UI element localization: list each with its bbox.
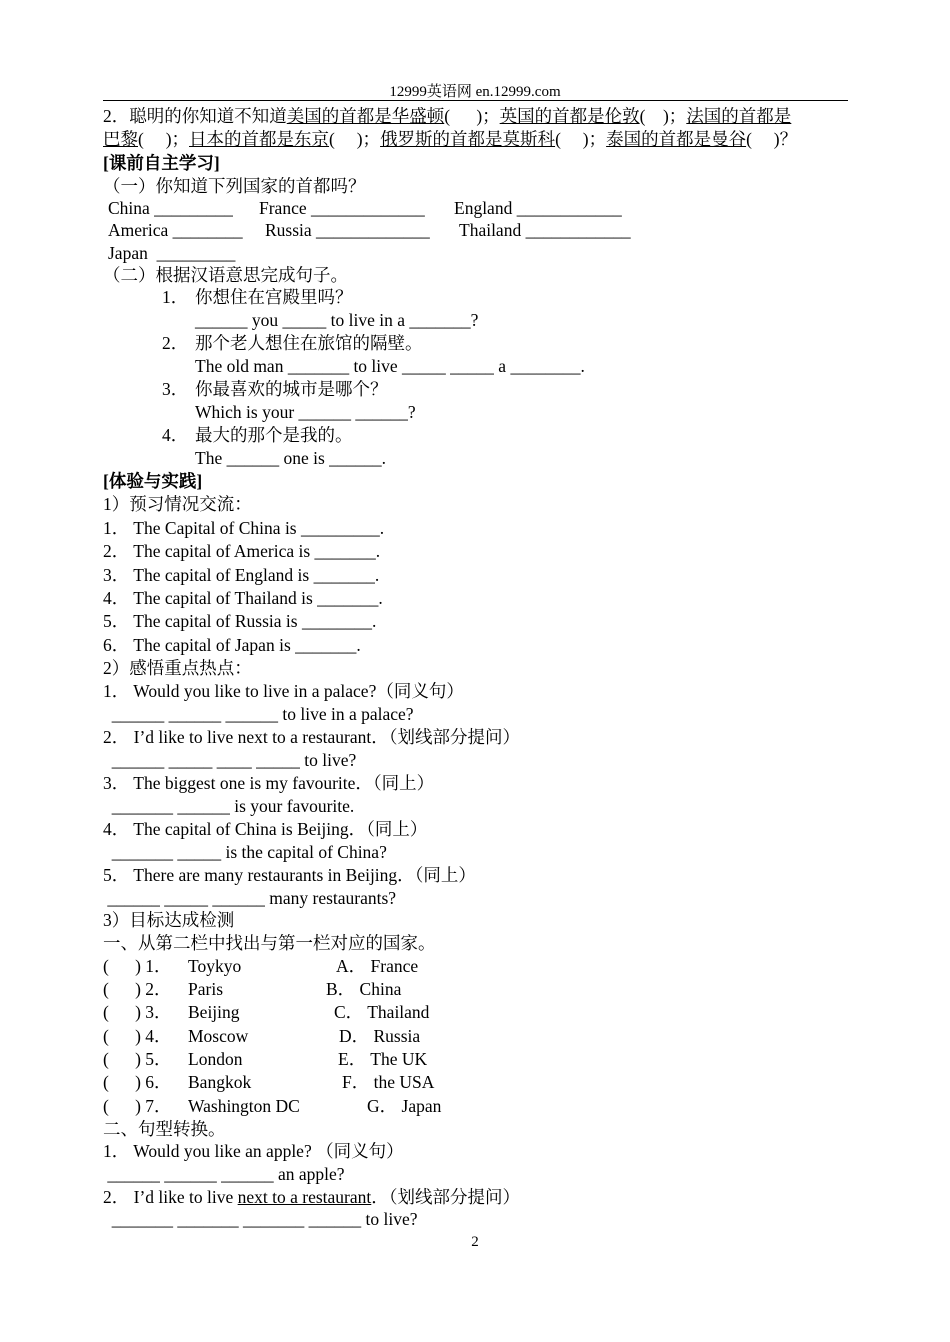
transform-question-1: 1． Would you like an apple? （同义句） — [103, 1141, 404, 1161]
transform-q2-note: ．（划线部分提问） — [371, 1187, 521, 1207]
p2-title: 2）感悟重点热点： — [103, 658, 252, 678]
match-option: G． Japan — [367, 1096, 442, 1116]
translation-num: 1． — [162, 287, 189, 307]
capital-russia: Russia _____________ — [265, 220, 430, 240]
translation-cn: 那个老人想住在旅馆的隔壁。 — [195, 333, 423, 353]
translation-en: Which is your ______ ______? — [195, 402, 416, 422]
match-city: Paris — [188, 979, 223, 999]
capital-england: England ____________ — [454, 198, 622, 218]
intro-text: ( )； — [444, 106, 500, 126]
part1-title: （一）你知道下列国家的首都吗？ — [103, 176, 366, 196]
intro-text: 2．聪明的你知道不知道 — [103, 106, 287, 126]
capital-france: France _____________ — [259, 198, 425, 218]
match-title: 一、从第二栏中找出与第一栏对应的国家。 — [103, 933, 436, 953]
match-blank: ( ) 5． — [103, 1049, 172, 1069]
keypoint-question: 1． Would you like to live in a palace?（同义句） — [103, 681, 464, 701]
underlined-capital-fact: 美国的首都是华盛顿 — [286, 106, 445, 126]
keypoint-answer: ______ ______ ______ to live in a palace? — [103, 704, 414, 724]
preview-item: 2． The capital of America is _______. — [103, 541, 381, 561]
translation-num: 3． — [162, 379, 189, 399]
match-option: B． China — [326, 979, 402, 999]
match-blank: ( ) 1． — [103, 956, 172, 976]
intro-text: ( )？ — [746, 129, 798, 149]
capital-japan: Japan _________ — [108, 243, 236, 263]
keypoint-answer: _______ _____ is the capital of China? — [103, 842, 387, 862]
transform-q2-text: 2． I’d like to live — [103, 1187, 238, 1207]
keypoint-answer: ______ _____ ____ _____ to live? — [103, 750, 357, 770]
match-city: Toykyo — [188, 956, 242, 976]
match-blank: ( ) 2． — [103, 979, 172, 999]
match-city: Bangkok — [188, 1072, 252, 1092]
translation-en: ______ you _____ to live in a _______? — [195, 310, 479, 330]
match-option: E． The UK — [338, 1049, 428, 1069]
intro-text: ( )； — [555, 129, 607, 149]
underlined-capital-fact: 巴黎 — [103, 129, 138, 149]
underlined-capital-fact: 日本的首都是东京 — [189, 129, 330, 149]
p1-title: 1）预习情况交流： — [103, 494, 252, 514]
keypoint-answer: ______ _____ ______ many restaurants? — [103, 888, 397, 908]
transform-question-2 — [103, 1186, 520, 1208]
header-rule — [103, 100, 848, 101]
underlined-capital-fact: 俄罗斯的首都是莫斯科 — [380, 129, 556, 149]
translation-cn: 你最喜欢的城市是哪个？ — [195, 379, 388, 399]
page-number: 2 — [471, 1234, 479, 1250]
match-blank: ( ) 3． — [103, 1002, 172, 1022]
match-city: Beijing — [188, 1002, 240, 1022]
preview-item: 5． The capital of Russia is ________. — [103, 611, 377, 631]
intro-text: ( )； — [138, 129, 190, 149]
match-city: Washington DC — [188, 1096, 300, 1116]
keypoint-answer: _______ ______ is your favourite. — [103, 796, 355, 816]
capital-thailand: Thailand ____________ — [459, 220, 631, 240]
translation-num: 2． — [162, 333, 189, 353]
translation-cn: 你想住在宫殿里吗？ — [195, 287, 353, 307]
intro-text: ( )； — [329, 129, 381, 149]
intro-text: ( )； — [639, 106, 687, 126]
match-option: C． Thailand — [334, 1002, 430, 1022]
part2-title: （二）根据汉语意思完成句子。 — [103, 265, 348, 285]
intro-line-2 — [103, 128, 797, 150]
capital-china: China _________ — [108, 198, 233, 218]
capital-america: America ________ — [108, 220, 243, 240]
match-option: A． France — [336, 956, 419, 976]
transform-answer-2: _______ _______ _______ ______ to live? — [103, 1209, 418, 1229]
page-header: 12999英语网 en.12999.com — [389, 84, 561, 100]
keypoint-question: 2． I’d like to live next to a restaurant．（划线部分提问） — [103, 727, 520, 747]
translation-num: 4． — [162, 425, 189, 445]
preview-item: 6． The capital of Japan is _______. — [103, 635, 361, 655]
transform-q2-underlined: next to a restaurant — [237, 1187, 372, 1207]
transform-answer-1: ______ ______ ______ an apple? — [103, 1164, 345, 1184]
intro-line-1 — [103, 105, 791, 127]
match-city: Moscow — [188, 1026, 249, 1046]
underlined-capital-fact: 英国的首都是伦敦 — [499, 106, 640, 126]
p3-title: 3）目标达成检测 — [103, 910, 235, 930]
keypoint-question: 4． The capital of China is Beijing．（同上） — [103, 819, 428, 839]
match-blank: ( ) 7． — [103, 1096, 172, 1116]
transform-title: 二、句型转换。 — [103, 1119, 226, 1139]
section-heading-preclass: [课前自主学习] — [103, 153, 220, 173]
keypoint-question: 3． The biggest one is my favourite．（同上） — [103, 773, 435, 793]
preview-item: 1． The Capital of China is _________. — [103, 518, 385, 538]
preview-item: 3． The capital of England is _______. — [103, 565, 380, 585]
match-blank: ( ) 4． — [103, 1026, 172, 1046]
translation-en: The ______ one is ______. — [195, 448, 387, 468]
match-option: F． the USA — [342, 1072, 435, 1092]
preview-item: 4． The capital of Thailand is _______. — [103, 588, 383, 608]
translation-en: The old man _______ to live _____ _____ a ________. — [195, 356, 585, 376]
translation-cn: 最大的那个是我的。 — [195, 425, 353, 445]
underlined-capital-fact: 法国的首都是 — [686, 106, 792, 126]
match-blank: ( ) 6． — [103, 1072, 172, 1092]
section-heading-practice: [体验与实践] — [103, 471, 203, 491]
match-option: D． Russia — [339, 1026, 421, 1046]
underlined-capital-fact: 泰国的首都是曼谷 — [606, 129, 747, 149]
match-city: London — [188, 1049, 243, 1069]
keypoint-question: 5． There are many restaurants in Beijing．（同上） — [103, 865, 476, 885]
